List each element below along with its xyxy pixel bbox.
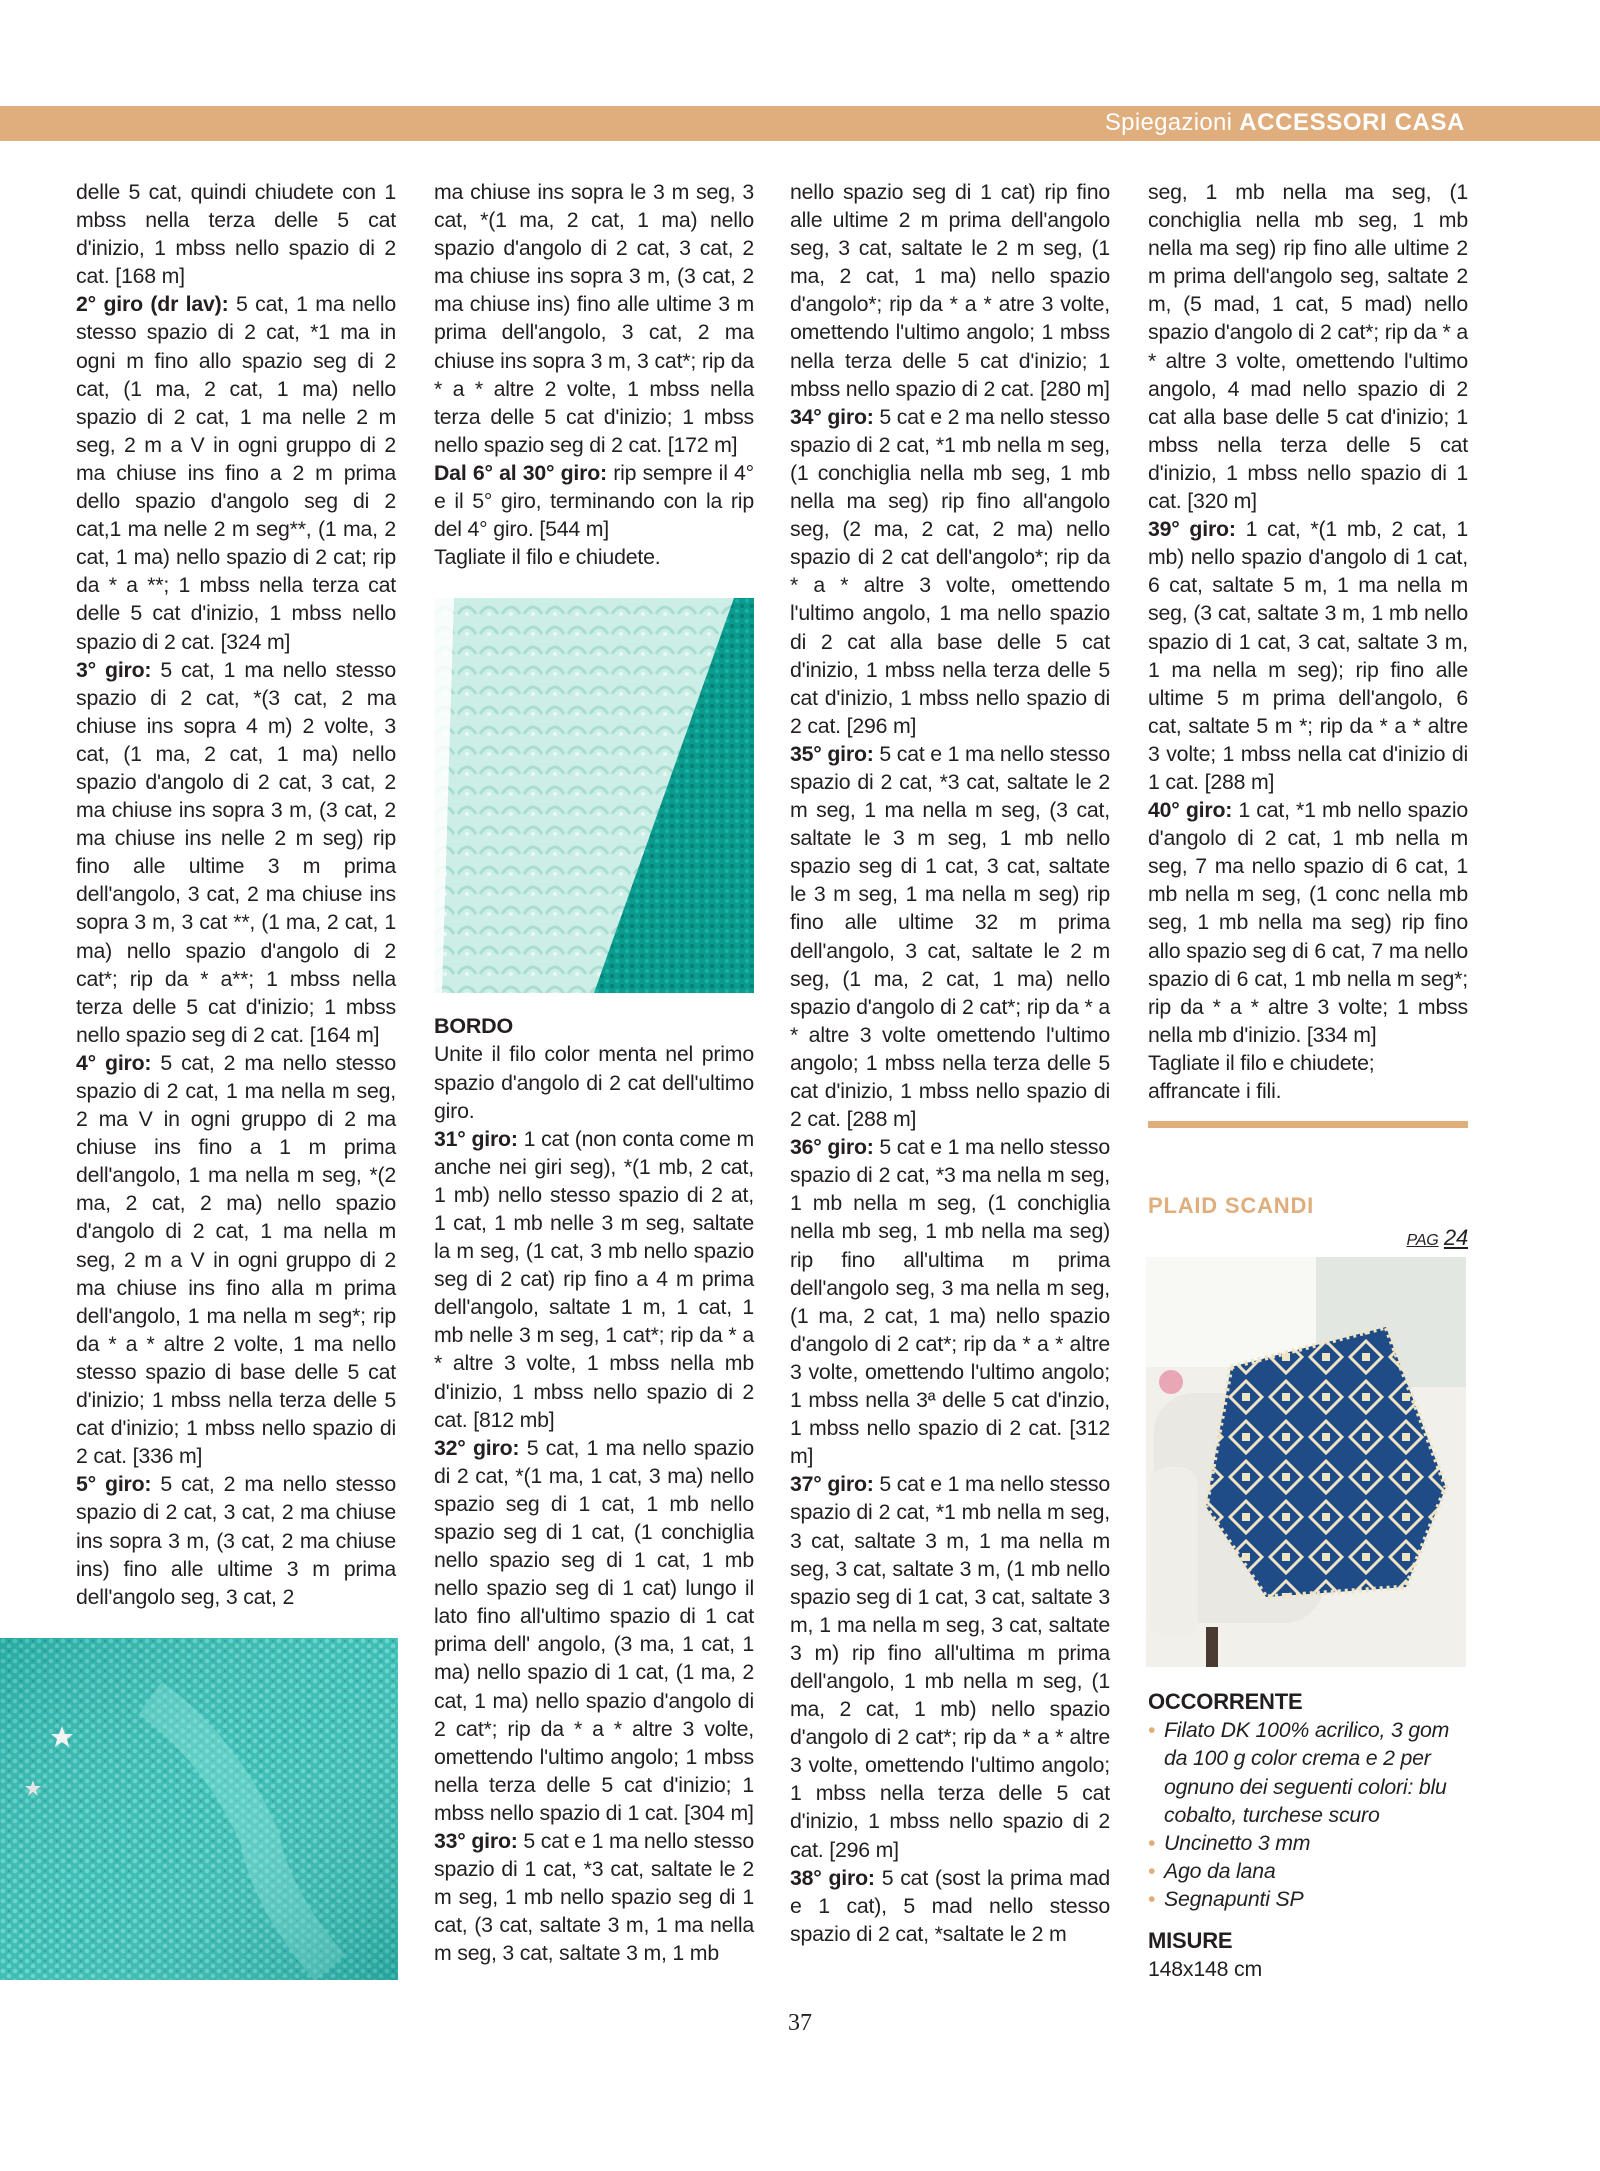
section-header-prefix: Spiegazioni — [1104, 109, 1233, 136]
paragraph: Tagliate il filo e chiudete. — [434, 545, 661, 570]
list-item: • Filato DK 100% acrilico, 3 gom da 100 g color crema e 2 per ognuno dei seguenti colori: blu cobalto, turchese scuro — [1148, 1718, 1450, 1827]
orange-divider — [1148, 1121, 1468, 1128]
paragraph: nello spazio seg di 1 cat) rip fino alle ultime 2 m prima dell'angolo seg, 3 cat, saltate le 2 m seg, (1 ma, 2 cat, 1 ma) nello spazio d'angolo*; rip da * a * atre 3 volte, omettendo l'ultimo angolo; 1 mbss nella terza delle 5 cat d'inizio; 1 mbss nello spazio di 2 cat. [280 m] — [790, 180, 1110, 401]
paragraph: 34° giro: 5 cat e 2 ma nello stesso spazio di 2 cat, *1 mb nella m seg, (1 conchiglia nella mb seg, 1 mb nella ma seg) rip fino all'angolo seg, (2 ma, 2 cat, 2 ma) nello spazio di 2 cat dell'angolo*; rip da * a * altre 3 volte, omettendo l'ultimo angolo, 1 ma nello spazio di 2 cat alla base delle 5 cat d'inizio, 1 mbss nella terza delle 5 cat d'inizio, 1 mbss nello spazio di 2 cat. [296 m] — [790, 404, 1111, 738]
occorrente-title: OCCORRENTE — [1148, 1689, 1303, 1715]
column-1 — [76, 178, 396, 1611]
misure-value: 148x148 cm — [1148, 1957, 1263, 1982]
paragraph: 33° giro: 5 cat e 1 ma nello stesso spazio di 1 cat, *3 cat, saltate le 2 m seg, 1 mb nello spazio seg di 1 cat, (3 cat, saltate 3 m, 1 ma nella m seg, 3 cat, saltate 3 m, 1 mb — [434, 1829, 755, 1966]
paragraph: seg, 1 mb nella ma seg, (1 conchiglia nella mb seg, 1 mb nella ma seg) rip fino alle ultime 2 m prima dell'angolo seg, saltate 2 m, (5 mad, 1 cat, 5 mad) nello spazio d'angolo di 2 cat*; rip da * a * altre 3 volte, omettendo l'ultimo angolo, 4 mad nello spazio di 2 cat alla base delle 5 cat d'inizio; 1 mbss nella terza delle 5 cat d'inizio, 1 mbss nello spazio di 1 cat. [320 m] — [1148, 180, 1468, 514]
paragraph: 2° giro (dr lav): 5 cat, 1 ma nello stesso spazio di 2 cat, *1 ma in ogni m fino allo spazio seg di 2 cat, (1 ma, 2 cat, 1 ma) nello spazio di 2 cat, 1 ma nelle 2 m seg, 2 m a V in ogni gruppo di 2 ma chiuse ins fino a 2 m prima dello spazio d'angolo seg di 2 cat,1 ma nelle 2 m seg**, (1 ma, 2 cat, 1 ma) nello spazio di 2 cat; rip da * a **; 1 mbss nella terza cat delle 5 cat d'inizio, 1 mbss nello spazio di 2 cat. [324 m] — [76, 292, 396, 654]
paragraph: 39° giro: 1 cat, *(1 mb, 2 cat, 1 mb) nello spazio d'angolo di 1 cat, 6 cat, saltate 5 m, 1 ma nella m seg, (3 cat, saltate 3 m, 1 mb nello spazio di 1 cat, 3 cat, saltate 3 m, 1 ma nella m seg); rip fino alle ultime 5 m prima dell'angolo, 6 cat, saltate 5 m *; rip da * a * altre 3 volte; 1 mbss nella cat d'inizio di 1 cat. [288 m] — [1148, 517, 1469, 794]
column-3 — [790, 178, 1110, 1948]
paragraph: 32° giro: 5 cat, 1 ma nello spazio di 2 cat, *(1 ma, 1 cat, 3 ma) nello spazio seg di 1 cat, 1 mb nello spazio seg di 1 cat, (1 conchiglia nello spazio seg di 1 cat, 1 mb nello spazio seg di 1 cat) lungo il lato fino all'ultimo spazio di 1 cat prima dell' angolo, (3 ma, 1 cat, 1 ma) nello spazio di 1 cat, (1 ma, 2 cat, 1 ma) nello spazio d'angolo di 2 cat*; rip da * a * altre 3 volte, omettendo l'ultimo angolo; 1 mbss nella terza delle 5 cat d'inizio; 1 mbss nello spazio di 1 cat. [304 m] — [434, 1435, 754, 1825]
plaid-scandi-photo — [1146, 1257, 1466, 1667]
bullet-icon: • — [1148, 1886, 1156, 1911]
list-item: • Uncinetto 3 mm — [1148, 1829, 1468, 1857]
teal-blanket-photo — [0, 1638, 398, 1980]
page-number: 37 — [788, 2010, 812, 2036]
bordo-title: BORDO — [434, 1014, 514, 1039]
paragraph: 3° giro: 5 cat, 1 ma nello stesso spazio di 2 cat, *(3 cat, 2 ma chiuse ins sopra 4 m) 2 volte, 3 cat, (1 ma, 2 cat, 1 ma) nello spazio d'angolo di 2 cat, 3 cat, 2 ma chiuse ins sopra 3 m, (3 cat, 2 ma chiuse ins nelle 2 m seg) rip fino alle ultime 3 m prima dell'angolo, 3 cat, 2 ma chiuse ins sopra 3 m, 3 cat **, (1 ma, 2 cat, 1 ma) nello spazio d'angolo di 2 cat*; rip da * a**; 1 mbss nella terza delle 5 cat d'inizio; 1 mbss nello spazio seg di 2 cat. [164 m] — [76, 657, 396, 1047]
bordo-intro: Unite il filo color menta nel primo spazio d'angolo di 2 cat dell'ultimo giro. — [434, 1042, 754, 1123]
paragraph: 4° giro: 5 cat, 2 ma nello stesso spazio di 2 cat, 1 ma nella m seg, 2 ma V in ogni gruppo di 2 ma chiuse ins fino a 1 m prima dell'angolo, 1 ma nella m seg, *(2 ma, 2 cat, 2 ma) nello spazio d'angolo di 2 cat, 1 ma nella m seg, 2 m a V in ogni gruppo di 2 ma chiuse ins fino alla m prima dell'angolo, 1 ma nella m seg*; rip da * a * altre 2 volte, 1 ma nello stesso spazio di base delle 5 cat d'inizio; 1 mbss nella terza delle 5 cat d'inizio; 1 mbss nello spazio di 2 cat. [336 m] — [76, 1050, 396, 1469]
misure-title: MISURE — [1148, 1928, 1233, 1954]
paragraph: delle 5 cat, quindi chiudete con 1 mbss nella terza delle 5 cat d'inizio, 1 mbss nello spazio di 2 cat. [168 m] — [76, 180, 396, 289]
list-item: • Segnapunti SP — [1148, 1885, 1468, 1913]
bullet-icon: • — [1148, 1718, 1156, 1743]
border-detail-photo — [434, 598, 754, 993]
page-reference: PAG 24 — [1406, 1225, 1468, 1251]
paragraph: 5° giro: 5 cat, 2 ma nello stesso spazio di 2 cat, 3 cat, 2 ma chiuse ins sopra 3 m, (3 cat, 2 ma chiuse ins) fino alle ultime 3 m prima dell'angolo seg, 3 cat, 2 — [76, 1472, 396, 1609]
column-2 — [434, 178, 754, 1968]
paragraph: 35° giro: 5 cat e 1 ma nello stesso spazio di 2 cat, *3 cat, saltate le 2 m seg, 1 ma nella m seg, (3 cat, saltate le 3 m seg, 1 mb nello spazio seg di 1 cat, 3 cat, saltate le 3 m seg, 1 ma nella m seg) rip fino alle ultime 32 m prima dell'angolo, 3 cat, saltate le 2 m seg, (1 ma, 2 cat, 1 ma) nello spazio d'angolo di 2 cat*; rip da * a * altre 3 volte omettendo l'ultimo angolo; 1 mbss nella terza delle 5 cat d'inizio, 1 mbss nello spazio di 2 cat. [288 m] — [790, 741, 1111, 1132]
list-item: • Ago da lana — [1148, 1857, 1468, 1885]
paragraph: 36° giro: 5 cat e 1 ma nello stesso spazio di 2 cat, *3 ma nella m seg, 1 mb nella m seg, (1 conchiglia nella mb seg, 1 mb nella ma seg) rip fino all'ultima m prima dell'angolo seg, 3 ma nella m seg, (1 ma, 2 cat, 1 ma) nello spazio d'angolo di 2 cat*; rip da * a * altre 3 volte, omettendo l'ultimo angolo; 1 mbss nella 3ª delle 5 cat d'inzio, 1 mbss nello spazio di 2 cat. [312 m] — [790, 1135, 1111, 1469]
paragraph: ma chiuse ins sopra le 3 m seg, 3 cat, *(1 ma, 2 cat, 1 ma) nello spazio d'angolo di 2 cat, 3 cat, 2 ma chiuse ins sopra 3 m, (3 cat, 2 ma chiuse ins) fino alle ultime 3 m prima dell'angolo, 3 cat, 2 ma chiuse ins sopra 3 m, 3 cat*; rip da * a * altre 2 volte, 1 mbss nella terza delle 5 cat d'inizio; 1 mbss nello spazio seg di 2 cat. [172 m] — [434, 180, 754, 457]
bullet-icon: • — [1148, 1858, 1156, 1883]
plaid-title: PLAID SCANDI — [1148, 1193, 1315, 1219]
paragraph: 38° giro: 5 cat (sost la prima mad e 1 cat), 5 mad nello stesso spazio di 2 cat, *saltate le 2 m — [790, 1865, 1110, 1946]
paragraph: Tagliate il filo e chiudete; affrancate i fili. — [1148, 1050, 1375, 1103]
paragraph: 31° giro: 1 cat (non conta come m anche nei giri seg), *(1 mb, 2 cat, 1 mb) nello stesso spazio di 2 at, 1 cat, 1 mb nelle 3 m seg, saltate la m seg, (1 cat, 3 mb nello spazio seg di 2 cat) rip fino a 4 m prima dell'angolo, saltate 1 m, 1 cat, 1 mb nelle 3 m seg, 1 cat*; rip da * a * altre 3 volte, 1 mbss nella mb d'inizio, 1 mbss nello spazio di 2 cat. [812 mb] — [434, 1126, 754, 1432]
column-4 — [1148, 178, 1468, 1983]
paragraph: Dal 6° al 30° giro: rip sempre il 4° e il 5° giro, terminando con la rip del 4° giro. [544 m] — [434, 460, 754, 542]
paragraph: 37° giro: 5 cat e 1 ma nello stesso spazio di 2 cat, *1 mb nella m seg, 3 cat, saltate 3 m, 1 ma nella m seg, 3 cat, saltate 3 m, (1 mb nello spazio seg di 1 cat, 3 cat, saltate 3 m, 1 ma nella m seg, 3 cat, saltate 3 m) rip fino all'ultima m prima dell'angolo, 1 mb nella m seg, (1 ma, 2 cat, 1 mb) nello spazio d'angolo di 2 cat*; rip da * a * altre 3 volte, omettendo l'ultimo angolo; 1 mbss nella terza delle 5 cat d'inizio, 1 mbss nello spazio di 2 cat. [296 m] — [790, 1472, 1111, 1862]
paragraph: 40° giro: 1 cat, *1 mb nello spazio d'angolo di 2 cat, 1 mb nella m seg, 7 ma nello spazio di 6 cat, 1 mb nella m seg, (1 conc nella mb seg, 1 mb nella ma seg) rip fino allo spazio seg di 6 cat, 7 ma nello spazio di 6 cat, 1 mb nella m seg*; rip da * a * altre 3 volte; 1 mbss nella mb d'inizio. [334 m] — [1148, 798, 1468, 1047]
section-header — [1105, 108, 1465, 138]
bullet-icon: • — [1148, 1830, 1156, 1855]
materials-list — [1148, 1716, 1468, 1913]
section-header-title: ACCESSORI CASA — [1239, 109, 1465, 136]
